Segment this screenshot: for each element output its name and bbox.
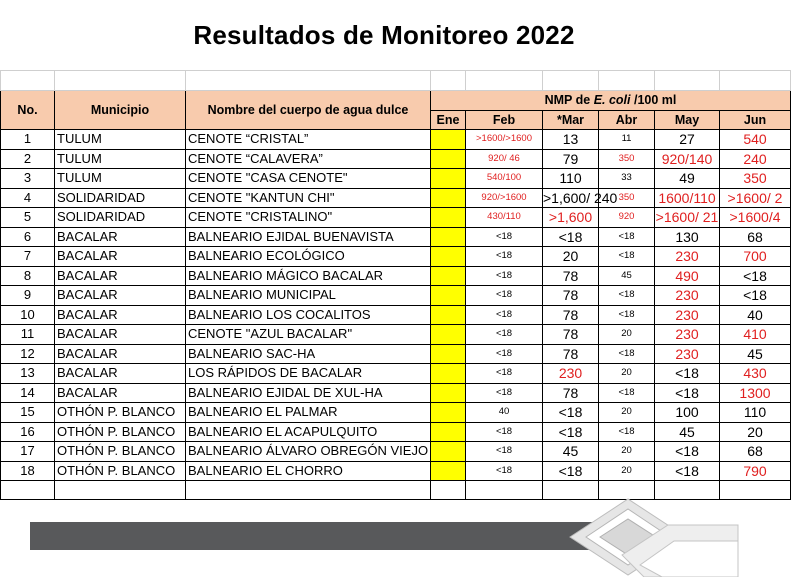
cell-abr: 920 [599,208,655,228]
cell-jun: 68 [720,442,791,462]
cell-mar: 230 [543,364,599,384]
table-row [1,305,791,325]
cell-abr: 20 [599,442,655,462]
cell-no: 11 [1,325,55,345]
cell-may: <18 [655,364,720,384]
cell-mun: BACALAR [55,247,186,267]
cell-may: 1600/110 [655,188,720,208]
cell-feb: 40 [466,403,543,423]
cell-ene [431,188,466,208]
cell-feb: <18 [466,442,543,462]
cell-abr: <18 [599,286,655,306]
cell-abr: <18 [599,383,655,403]
cell-mun: OTHÓN P. BLANCO [55,422,186,442]
cell-may: 230 [655,305,720,325]
cell-name: LOS RÁPIDOS DE BACALAR [186,364,431,384]
header-nmp: NMP de E. coli /100 ml [431,91,791,111]
cell-no: 12 [1,344,55,364]
cell-ene [431,383,466,403]
cell-abr: 20 [599,364,655,384]
cell-ene [431,305,466,325]
cell-mun: SOLIDARIDAD [55,208,186,228]
footer-bar [30,522,620,550]
cell-mun: BACALAR [55,266,186,286]
cell-no: 14 [1,383,55,403]
cell-name: BALNEARIO EJIDAL BUENAVISTA [186,227,431,247]
cell-feb: <18 [466,247,543,267]
cell-mar: 78 [543,344,599,364]
cell-mar: 45 [543,442,599,462]
cell-name: BALNEARIO MUNICIPAL [186,286,431,306]
table-row [1,247,791,267]
cell-mun: BACALAR [55,227,186,247]
cell-mun: OTHÓN P. BLANCO [55,442,186,462]
cell-ene [431,208,466,228]
cell-may: 230 [655,344,720,364]
cell-name: BALNEARIO ECOLÓGICO [186,247,431,267]
cell-jun: 240 [720,149,791,169]
cell-no: 2 [1,149,55,169]
cell-jun: 45 [720,344,791,364]
cell-mar: 78 [543,286,599,306]
cell-name: CENOTE “CALAVERA” [186,149,431,169]
cell-mar: 13 [543,130,599,150]
table-row [1,461,791,481]
cell-ene [431,266,466,286]
cell-may: 49 [655,169,720,189]
cell-jun: 540 [720,130,791,150]
cell-feb: <18 [466,344,543,364]
cell-jun: 110 [720,403,791,423]
cell-jun: <18 [720,266,791,286]
cell-feb: 920/ 46 [466,149,543,169]
cell-mun: TULUM [55,149,186,169]
cell-mun: BACALAR [55,344,186,364]
cell-no: 6 [1,227,55,247]
cell-jun: 430 [720,364,791,384]
cell-name: BALNEARIO MÁGICO BACALAR [186,266,431,286]
cell-ene [431,169,466,189]
cell-mun: BACALAR [55,325,186,345]
cell-ene [431,227,466,247]
header-month: Jun [720,110,791,130]
cell-may: <18 [655,383,720,403]
cell-may: >1600/ 21 [655,209,719,226]
cell-mar: 20 [543,247,599,267]
cell-abr: 20 [599,325,655,345]
cell-jun: 410 [720,325,791,345]
cell-abr: <18 [599,227,655,247]
cell-feb: <18 [466,286,543,306]
cell-jun: 68 [720,227,791,247]
cell-mar: >1,600/ 240 [543,189,618,206]
header-month: Ene [431,110,466,130]
header-month: *Mar [543,110,599,130]
cell-jun: 20 [720,422,791,442]
cell-mun: OTHÓN P. BLANCO [55,461,186,481]
cell-feb: <18 [466,227,543,247]
cell-name: CENOTE "CRISTALINO" [186,208,431,228]
cell-feb: <18 [466,383,543,403]
results-table [0,70,791,500]
cell-no: 5 [1,208,55,228]
cell-ene [431,325,466,345]
cell-may: <18 [655,442,720,462]
cell-feb: 920/>1600 [466,188,543,208]
cell-feb: <18 [466,422,543,442]
cell-abr: 45 [599,266,655,286]
cell-no: 17 [1,442,55,462]
cell-name: BALNEARIO EJIDAL DE XUL-HA [186,383,431,403]
table-row [1,286,791,306]
cell-mun: TULUM [55,169,186,189]
cell-jun: 1300 [720,383,791,403]
cell-name: CENOTE "AZUL BACALAR" [186,325,431,345]
cell-feb: <18 [466,266,543,286]
cell-abr: 11 [599,130,655,150]
cell-no: 3 [1,169,55,189]
cell-feb: <18 [466,325,543,345]
cell-mar: <18 [543,461,599,481]
table-row [1,325,791,345]
cell-mar: 78 [543,325,599,345]
cell-no: 18 [1,461,55,481]
cell-no: 10 [1,305,55,325]
cell-no: 7 [1,247,55,267]
stacked-diamond-logo-icon [570,495,740,577]
cell-mar: 79 [543,149,599,169]
cell-name: BALNEARIO EL CHORRO [186,461,431,481]
cell-feb: <18 [466,305,543,325]
cell-abr: 33 [599,169,655,189]
header-month: May [655,110,720,130]
cell-ene [431,286,466,306]
cell-no: 13 [1,364,55,384]
cell-abr: <18 [599,247,655,267]
table-row [1,149,791,169]
table-row [1,266,791,286]
page-title: Resultados de Monitoreo 2022 [193,20,575,50]
cell-feb: 430/110 [466,208,543,228]
table-row [1,169,791,189]
cell-mun: BACALAR [55,305,186,325]
cell-jun: >1600/ 2 [720,188,791,208]
table-row [1,383,791,403]
cell-name: CENOTE “CRISTAL” [186,130,431,150]
cell-no: 15 [1,403,55,423]
table-row [1,188,791,208]
cell-feb: <18 [466,364,543,384]
cell-feb: 540/100 [466,169,543,189]
cell-name: BALNEARIO ÁLVARO OBREGÓN VIEJO [186,442,431,462]
cell-ene [431,461,466,481]
cell-name: BALNEARIO LOS COCALITOS [186,305,431,325]
cell-no: 16 [1,422,55,442]
cell-may: 100 [655,403,720,423]
cell-name: BALNEARIO EL ACAPULQUITO [186,422,431,442]
cell-mar: <18 [543,422,599,442]
cell-ene [431,344,466,364]
cell-mun: BACALAR [55,383,186,403]
cell-abr: 350 [599,188,655,208]
cell-name: CENOTE "KANTUN CHI" [186,188,431,208]
table-row [1,442,791,462]
cell-mun: BACALAR [55,286,186,306]
cell-may: 230 [655,286,720,306]
cell-no: 9 [1,286,55,306]
cell-jun: 40 [720,305,791,325]
cell-feb: <18 [466,461,543,481]
table-row [1,344,791,364]
cell-mar: 78 [543,383,599,403]
cell-ene [431,149,466,169]
cell-mar: 78 [543,266,599,286]
table-row [1,422,791,442]
table-row [1,208,791,228]
header-row-1 [1,91,791,111]
cell-mar: <18 [543,227,599,247]
cell-abr: 20 [599,403,655,423]
cell-mar: 110 [543,169,599,189]
cell-mar: <18 [543,403,599,423]
table-row [1,403,791,423]
cell-jun: 700 [720,247,791,267]
cell-name: CENOTE "CASA CENOTE" [186,169,431,189]
header-month: Feb [466,110,543,130]
cell-ene [431,130,466,150]
cell-ene [431,364,466,384]
cell-abr: <18 [599,305,655,325]
cell-mun: TULUM [55,130,186,150]
cell-mun: BACALAR [55,364,186,384]
cell-may: 45 [655,422,720,442]
cell-no: 8 [1,266,55,286]
cell-jun: 790 [720,461,791,481]
cell-jun: >1600/4 [720,208,791,228]
cell-mun: SOLIDARIDAD [55,188,186,208]
cell-abr: <18 [599,344,655,364]
cell-may: 920/140 [655,149,720,169]
cell-feb: >1600/>1600 [466,130,543,150]
header-no: No. [1,91,55,130]
cell-abr: <18 [599,422,655,442]
cell-abr: 350 [599,149,655,169]
cell-abr: 20 [599,461,655,481]
table-row [1,227,791,247]
cell-may: 490 [655,266,720,286]
cell-may: 27 [655,130,720,150]
cell-name: BALNEARIO SAC-HA [186,344,431,364]
cell-mar: >1,600 [543,208,599,228]
cell-no: 4 [1,188,55,208]
cell-ene [431,247,466,267]
table-row [1,130,791,150]
cell-no: 1 [1,130,55,150]
cell-may: 130 [655,227,720,247]
cell-ene [431,422,466,442]
cell-name: BALNEARIO EL PALMAR [186,403,431,423]
cell-mar: 78 [543,305,599,325]
cell-ene [431,403,466,423]
cell-may: 230 [655,325,720,345]
header-municipio: Municipio [55,91,186,130]
header-month: Abr [599,110,655,130]
cell-jun: 350 [720,169,791,189]
header-nombre: Nombre del cuerpo de agua dulce [186,91,431,130]
blank-row [1,71,791,91]
cell-jun: <18 [720,286,791,306]
table-row [1,364,791,384]
cell-may: <18 [655,461,720,481]
cell-may: 230 [655,247,720,267]
cell-ene [431,442,466,462]
cell-mun: OTHÓN P. BLANCO [55,403,186,423]
